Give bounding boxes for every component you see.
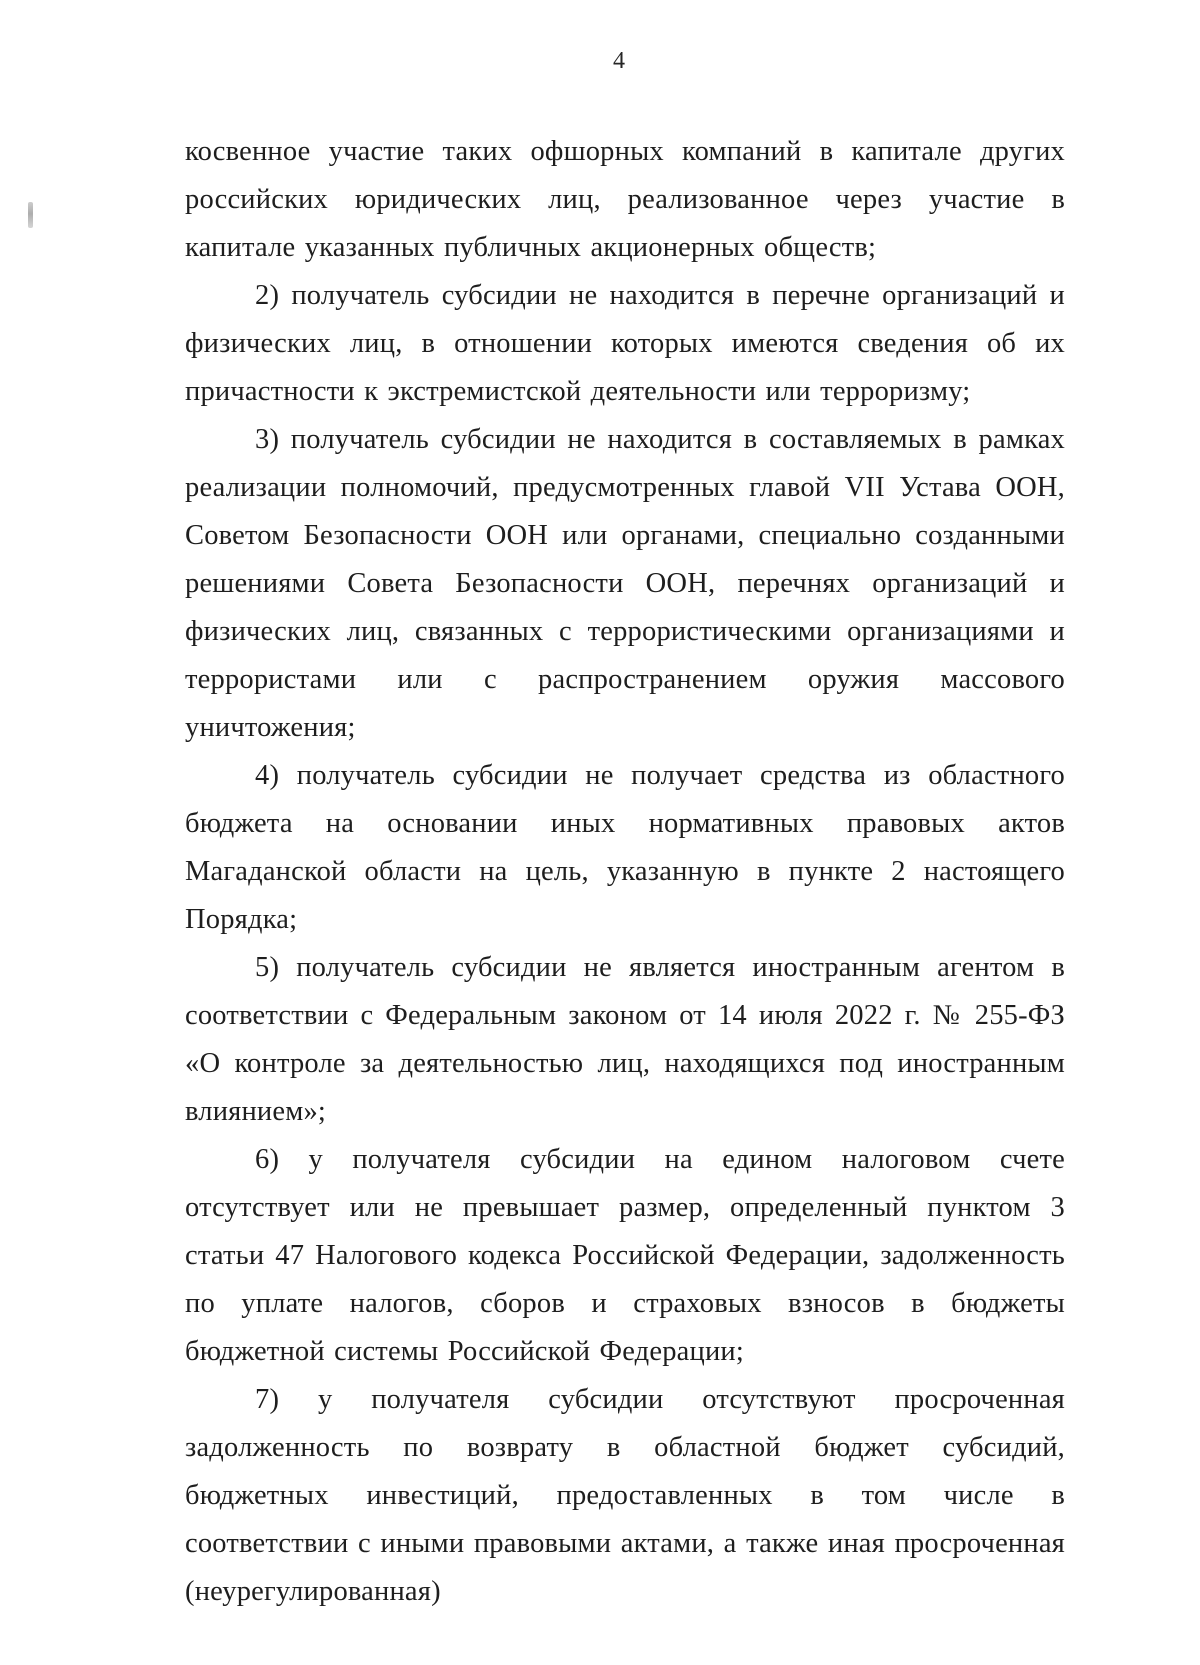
scan-artifact [28, 202, 33, 228]
paragraph-item-5: 5) получатель субсидии не является иностранным агентом в соответствии с Федеральным законом от 14 июля 2022 г. № 255-ФЗ «О контроле за деятельностью лиц, находящихся под иностранным влиянием»; [185, 952, 1065, 1127]
paragraph-continuation: косвенное участие таких офшорных компаний в капитале других российских юридических лиц, реализованное через участие в капитале указанных публичных акционерных обществ; [185, 136, 1065, 263]
paragraph-item-6: 6) у получателя субсидии на едином налоговом счете отсутствует или не превышает размер, определенный пунктом 3 статьи 47 Налогового кодекса Российской Федерации, задолженность по уплате налогов, сборов и страховых взносов в бюджеты бюджетной системы Российской Федерации; [185, 1144, 1065, 1367]
paragraph-item-2: 2) получатель субсидии не находится в перечне организаций и физических лиц, в отношении которых имеются сведения об их причастности к экстремистской деятельности или терроризму; [185, 280, 1065, 407]
paragraph-item-7: 7) у получателя субсидии отсутствуют просроченная задолженность по возврату в областной бюджет субсидий, бюджетных инвестиций, предоставленных в том числе в соответствии с иными правовыми актами, а также иная просроченная (неурегулированная) [185, 1384, 1065, 1607]
document-body [185, 128, 1065, 1616]
paragraph-item-3: 3) получатель субсидии не находится в составляемых в рамках реализации полномочий, предусмотренных главой VII Устава ООН, Советом Безопасности ООН или органами, специально созданными решениями Совета Безопасности ООН, перечнях организаций и физических лиц, связанных с террористическими организациями и террористами или с распространением оружия массового уничтожения; [185, 424, 1065, 743]
paragraph-item-4: 4) получатель субсидии не получает средства из областного бюджета на основании иных нормативных правовых актов Магаданской области на цель, указанную в пункте 2 настоящего Порядка; [185, 760, 1065, 935]
page-number: 4 [613, 48, 625, 74]
